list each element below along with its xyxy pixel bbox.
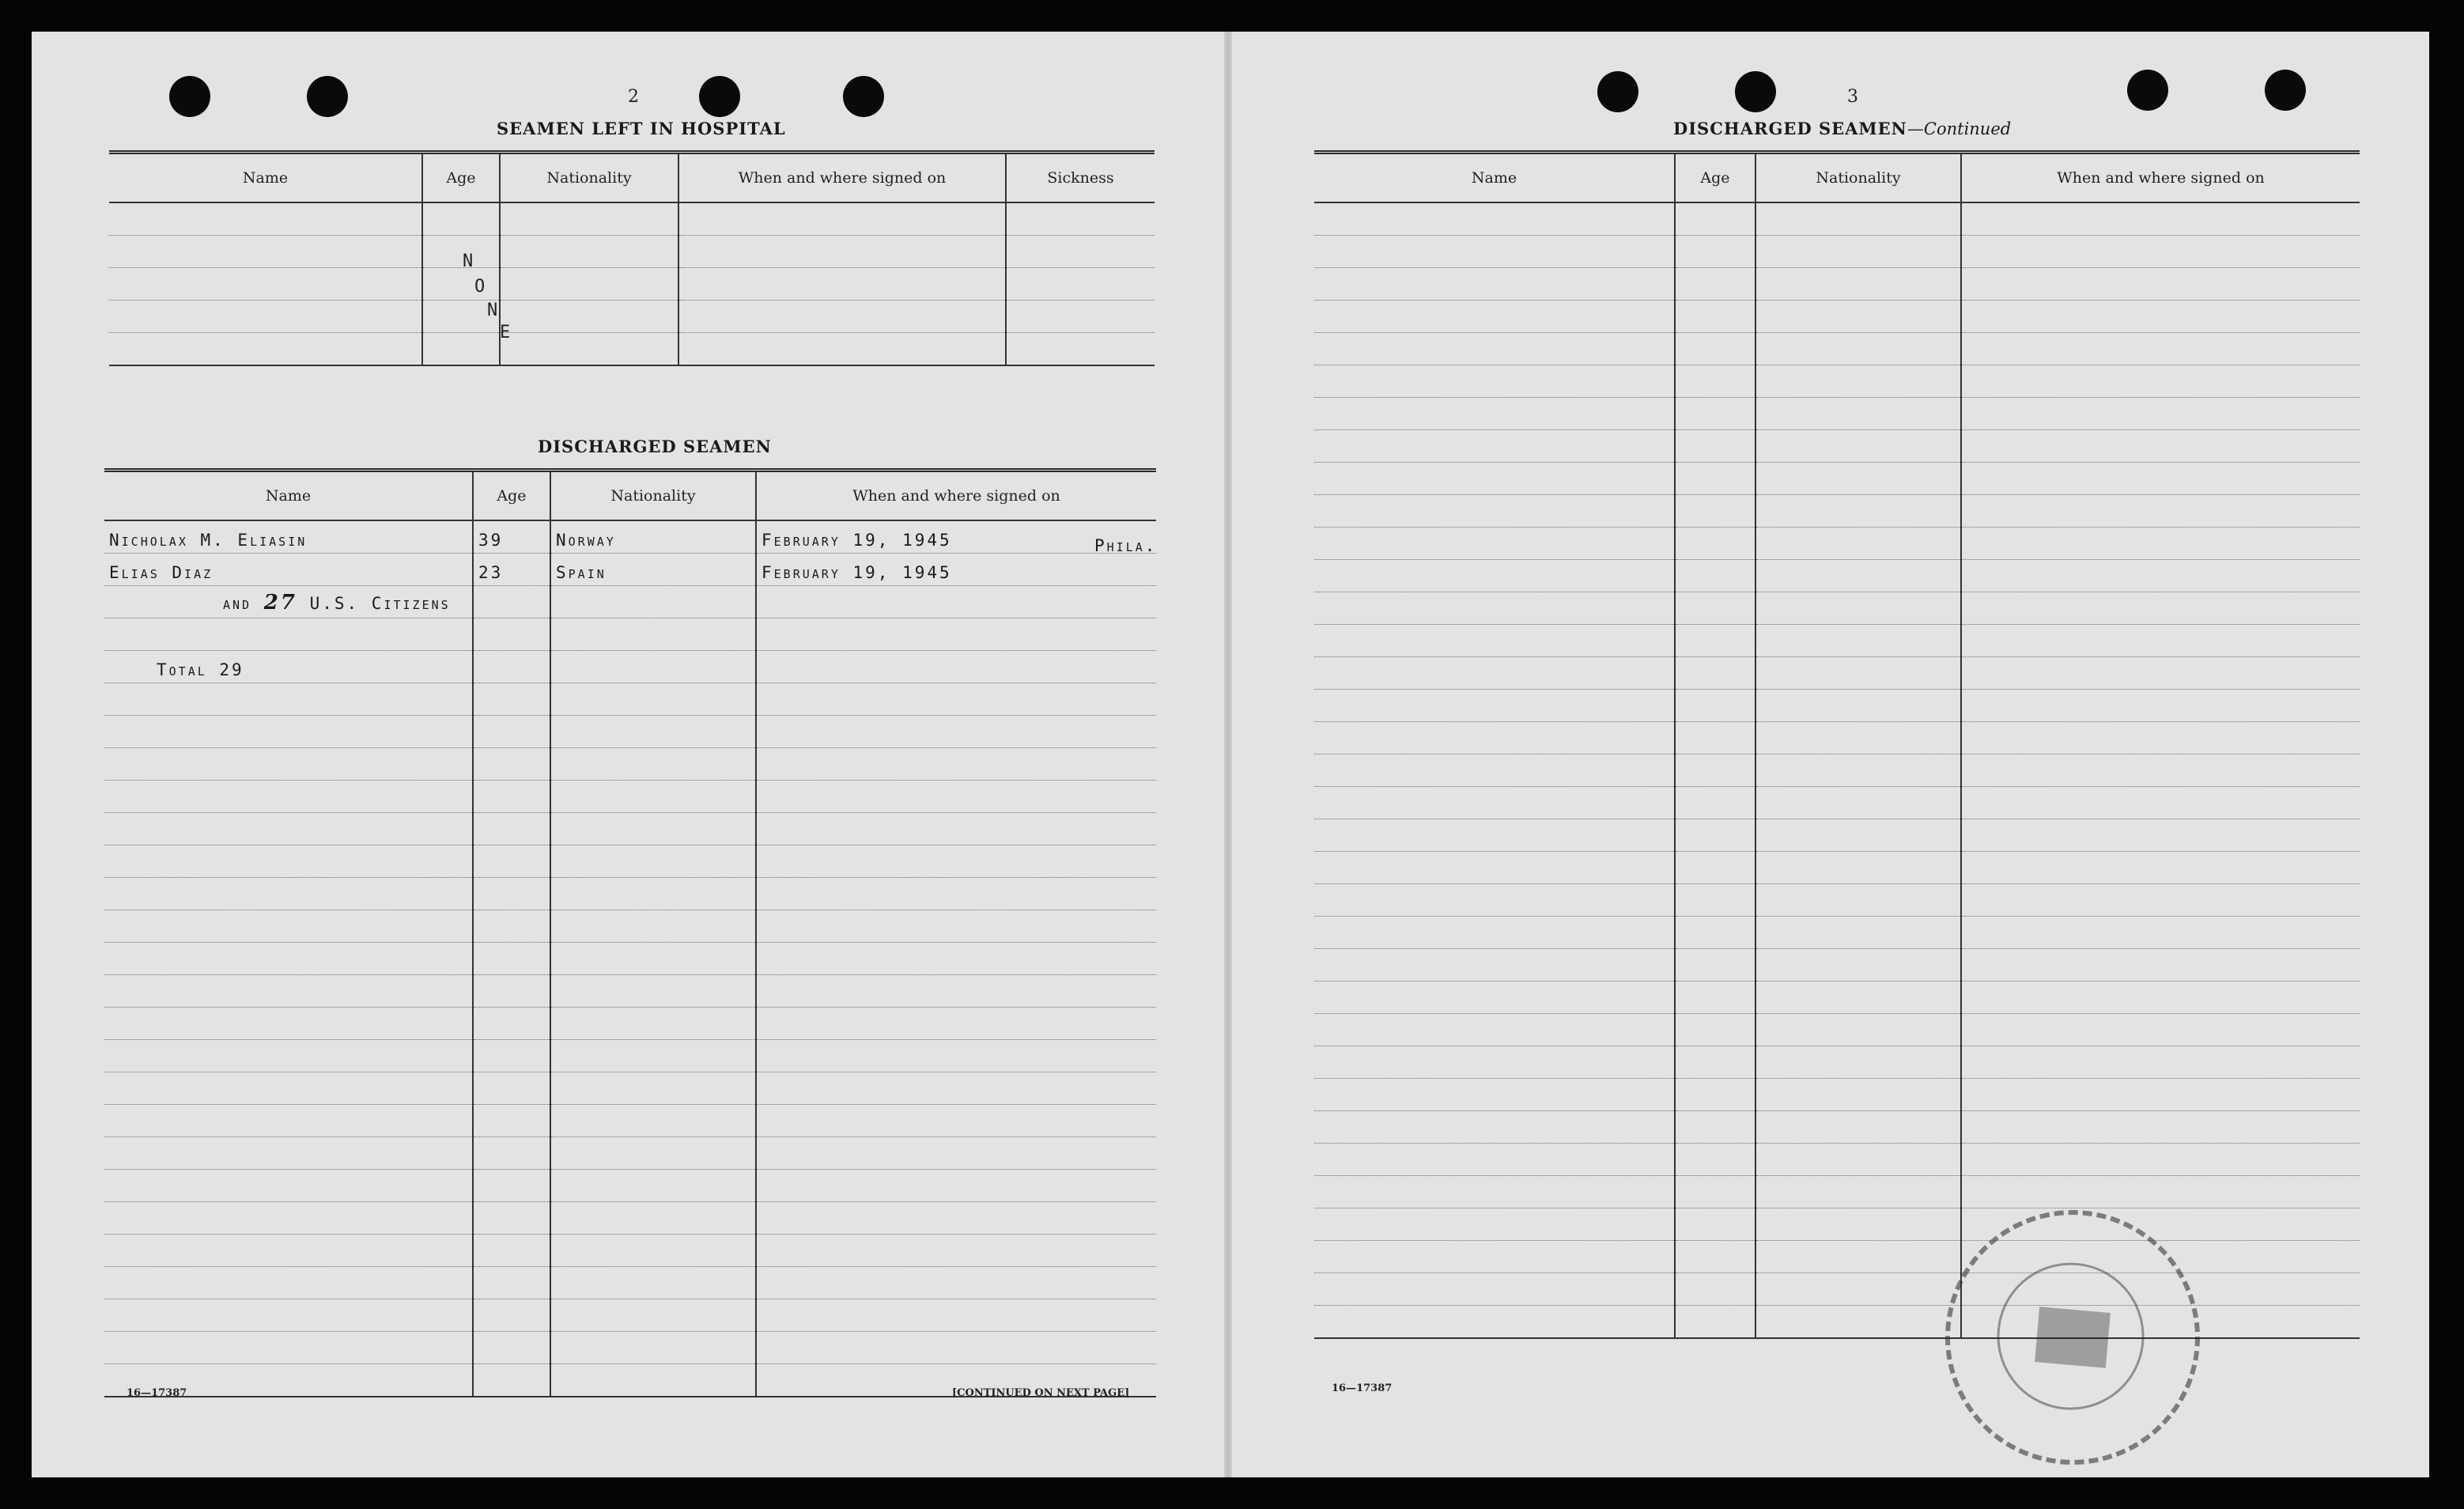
none-letter: E	[500, 323, 511, 342]
seaman-age: 39	[478, 531, 504, 550]
table-row	[1314, 236, 2360, 268]
table-row	[104, 1235, 1156, 1267]
form-number-left: 16—17387	[127, 1387, 187, 1399]
table-row	[1314, 754, 2360, 787]
table-row	[104, 1332, 1156, 1364]
us-citizens-note	[104, 591, 451, 618]
hospital-table	[109, 150, 1155, 366]
table-row	[104, 1072, 1156, 1105]
seaman-nationality: Norway	[556, 531, 616, 550]
hospital-section-title: SEAMEN LEFT IN HOSPITAL	[497, 119, 786, 138]
table-row	[1314, 398, 2360, 430]
none-letter: N	[463, 252, 474, 271]
table-row	[1314, 1046, 2360, 1079]
punch-hole	[2127, 70, 2168, 111]
and-suffix: U.S. Citizens	[309, 594, 451, 613]
form-number-right: 16—17387	[1332, 1382, 1393, 1394]
table-row	[1314, 1241, 2360, 1273]
table-row	[104, 618, 1156, 651]
and-prefix: and	[223, 594, 252, 613]
discharged-section-title: DISCHARGED SEAMEN	[538, 437, 772, 456]
page-number-left: 2	[628, 87, 639, 107]
table-row	[1314, 819, 2360, 852]
table-row	[104, 1202, 1156, 1235]
none-letter: N	[487, 301, 498, 320]
place-note: Phila.	[1094, 536, 1158, 555]
table-row	[109, 333, 1155, 366]
column-header-age: Age	[422, 153, 500, 203]
column-header-signed-on: When and where signed on	[756, 471, 1156, 521]
table-row	[109, 202, 1155, 236]
table-row	[1314, 1014, 2360, 1046]
punch-hole	[2265, 70, 2306, 111]
table-row	[104, 716, 1156, 748]
column-header-signed-on: When and where signed on	[678, 153, 1006, 203]
column-header-age: Age	[473, 471, 550, 521]
table-row	[104, 1040, 1156, 1072]
citizen-count: 27	[263, 591, 297, 615]
seaman-signed-on: February 19, 1945	[761, 563, 952, 582]
table-row	[1314, 917, 2360, 949]
seaman-nationality: Spain	[556, 563, 607, 582]
table-row	[1314, 1176, 2360, 1208]
table-row	[1314, 625, 2360, 657]
seaman-age: 23	[478, 563, 504, 582]
column-header-sickness: Sickness	[1006, 153, 1155, 203]
column-header-nationality: Nationality	[550, 471, 756, 521]
table-row	[104, 748, 1156, 781]
discharged-continued-title: DISCHARGED SEAMEN—Continued	[1673, 119, 2012, 138]
punch-hole	[843, 76, 884, 117]
table-row	[1314, 1306, 2360, 1339]
table-row	[104, 943, 1156, 975]
column-header-name: Name	[109, 153, 422, 203]
table-row	[1314, 1208, 2360, 1241]
table-row	[1314, 1144, 2360, 1176]
table-row	[104, 520, 1156, 554]
punch-hole	[1597, 71, 1638, 112]
discharged-table	[104, 468, 1156, 1397]
table-row	[1314, 592, 2360, 625]
table-row	[109, 268, 1155, 301]
table-row	[1314, 1111, 2360, 1144]
table-row	[1314, 949, 2360, 981]
table-row	[1314, 202, 2360, 236]
punch-hole	[169, 76, 210, 117]
table-row	[1314, 884, 2360, 917]
total-count: Total 29	[157, 660, 244, 679]
table-row	[1314, 787, 2360, 819]
page-fold	[1224, 32, 1232, 1477]
column-header-nationality: Nationality	[500, 153, 678, 203]
table-row	[1314, 690, 2360, 722]
stamp-mark	[2035, 1307, 2111, 1368]
table-row	[104, 845, 1156, 878]
table-row	[1314, 528, 2360, 560]
table-row	[104, 975, 1156, 1008]
punch-hole	[699, 76, 740, 117]
column-header-name: Name	[104, 471, 473, 521]
table-row	[1314, 981, 2360, 1014]
table-row	[1314, 268, 2360, 301]
table-row	[1314, 430, 2360, 463]
table-row	[104, 1137, 1156, 1170]
table-row	[1314, 463, 2360, 495]
seaman-name: Nicholax M. Eliasin	[109, 531, 308, 550]
page-number-right: 3	[1847, 87, 1858, 107]
column-header-nationality: Nationality	[1755, 153, 1961, 203]
table-row	[104, 683, 1156, 716]
table-row	[104, 813, 1156, 845]
table-row	[1314, 852, 2360, 884]
table-row	[109, 236, 1155, 268]
table-row	[1314, 657, 2360, 690]
seaman-name: Elias Diaz	[109, 563, 214, 582]
continued-note: [CONTINUED ON NEXT PAGE]	[952, 1387, 1130, 1399]
column-header-signed-on: When and where signed on	[1961, 153, 2360, 203]
discharged-continued-table	[1314, 150, 2360, 1339]
column-header-age: Age	[1675, 153, 1755, 203]
table-row	[104, 1299, 1156, 1332]
table-row	[1314, 1079, 2360, 1111]
table-row	[104, 910, 1156, 943]
table-row	[1314, 560, 2360, 592]
none-letter: O	[474, 277, 486, 297]
table-row	[109, 301, 1155, 333]
table-row	[104, 586, 1156, 618]
table-row	[1314, 1273, 2360, 1306]
table-row	[104, 878, 1156, 910]
table-row	[1314, 333, 2360, 365]
table-row	[104, 1170, 1156, 1202]
table-row	[104, 781, 1156, 813]
column-header-name: Name	[1314, 153, 1675, 203]
table-row	[104, 1267, 1156, 1299]
table-row	[1314, 301, 2360, 333]
table-row	[104, 1008, 1156, 1040]
table-row	[1314, 722, 2360, 754]
seaman-signed-on: February 19, 1945	[761, 531, 952, 550]
table-row	[104, 1105, 1156, 1137]
table-row	[1314, 495, 2360, 528]
punch-hole	[1735, 71, 1776, 112]
table-row	[104, 554, 1156, 586]
table-row	[1314, 365, 2360, 398]
punch-hole	[307, 76, 348, 117]
table-row	[104, 651, 1156, 683]
